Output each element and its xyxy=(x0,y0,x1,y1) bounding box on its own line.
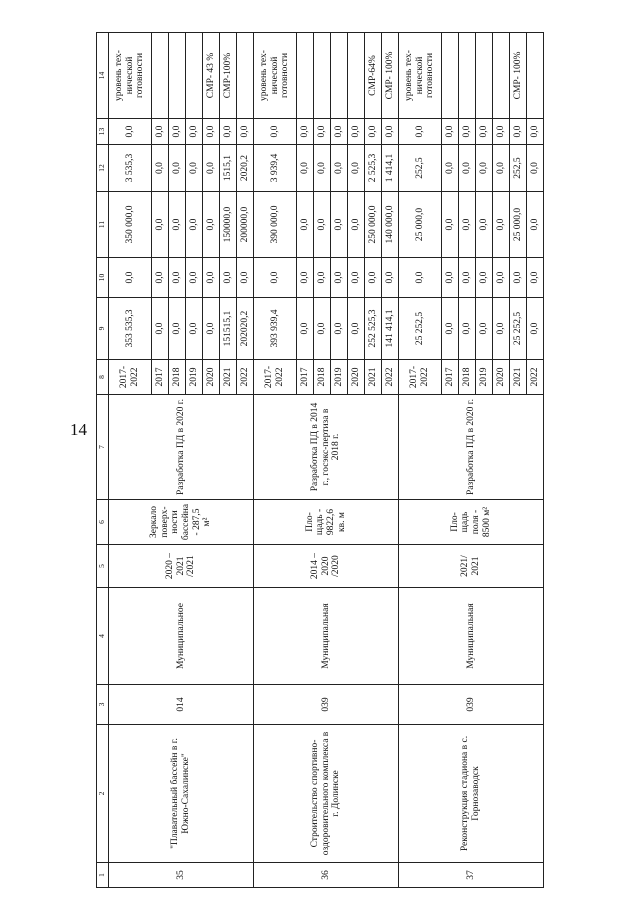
design-status: Разработка ПД в 2020 г. xyxy=(399,395,544,500)
total-financing: 0,0 xyxy=(459,298,476,360)
project-capacity: Зеркало поверх-ности бассейна - 287,5 м² xyxy=(109,500,254,545)
construction-period: 2014 – 2020 /2020 xyxy=(254,545,399,588)
total-financing: 0,0 xyxy=(527,298,544,360)
local-budget: 0,0 xyxy=(203,145,220,192)
project-number: 36 xyxy=(254,863,399,888)
readiness-note: уровень тех-нической готовности xyxy=(254,33,297,119)
regional-budget: 0,0 xyxy=(331,192,348,258)
regional-budget: 0,0 xyxy=(348,192,365,258)
local-budget: 1515,1 xyxy=(220,145,237,192)
local-budget: 3 939,4 xyxy=(254,145,297,192)
total-financing: 202020,2 xyxy=(237,298,254,360)
regional-budget: 0,0 xyxy=(186,192,203,258)
regional-budget: 350 000,0 xyxy=(109,192,152,258)
total-financing: 141 414,1 xyxy=(382,298,399,360)
other-sources: 0,0 xyxy=(237,119,254,145)
year: 2017 xyxy=(442,360,459,395)
year: 2021 xyxy=(510,360,527,395)
local-budget: 0,0 xyxy=(459,145,476,192)
column-number: 13 xyxy=(97,119,109,145)
year: 2019 xyxy=(186,360,203,395)
other-sources: 0,0 xyxy=(527,119,544,145)
column-number: 11 xyxy=(97,192,109,258)
year: 2021 xyxy=(365,360,382,395)
regional-budget: 0,0 xyxy=(493,192,510,258)
year: 2017-2022 xyxy=(399,360,442,395)
ownership-type: Муниципальное xyxy=(109,588,254,685)
federal-budget: 0,0 xyxy=(382,258,399,298)
local-budget: 0,0 xyxy=(442,145,459,192)
total-financing: 0,0 xyxy=(152,298,169,360)
readiness-note: СМР- 100% xyxy=(510,33,527,119)
federal-budget: 0,0 xyxy=(186,258,203,298)
other-sources: 0,0 xyxy=(476,119,493,145)
federal-budget: 0,0 xyxy=(365,258,382,298)
column-number-row xyxy=(97,33,109,888)
other-sources: 0,0 xyxy=(109,119,152,145)
other-sources: 0,0 xyxy=(382,119,399,145)
regional-budget: 0,0 xyxy=(169,192,186,258)
other-sources: 0,0 xyxy=(314,119,331,145)
column-number: 8 xyxy=(97,360,109,395)
total-financing: 0,0 xyxy=(297,298,314,360)
readiness-note: уровень тех-нической готовности xyxy=(399,33,442,119)
design-status: Разработка ПД в 2014 г., госэкс-пертиза в 2018 г. xyxy=(254,395,399,500)
year: 2021 xyxy=(220,360,237,395)
local-budget: 2 525,3 xyxy=(365,145,382,192)
total-financing: 353 535,3 xyxy=(109,298,152,360)
year: 2017-2022 xyxy=(109,360,152,395)
construction-period: 2021/ 2021 xyxy=(399,545,544,588)
federal-budget: 0,0 xyxy=(237,258,254,298)
year: 2019 xyxy=(476,360,493,395)
column-number: 6 xyxy=(97,500,109,545)
total-financing: 393 939,4 xyxy=(254,298,297,360)
local-budget: 0,0 xyxy=(493,145,510,192)
project-number: 35 xyxy=(109,863,254,888)
regional-budget: 0,0 xyxy=(314,192,331,258)
federal-budget: 0,0 xyxy=(169,258,186,298)
federal-budget: 0,0 xyxy=(297,258,314,298)
local-budget: 2020,2 xyxy=(237,145,254,192)
year: 2022 xyxy=(237,360,254,395)
federal-budget: 0,0 xyxy=(527,258,544,298)
ownership-type: Муниципальная xyxy=(399,588,544,685)
project-code: 014 xyxy=(109,685,254,725)
other-sources: 0,0 xyxy=(399,119,442,145)
column-number: 9 xyxy=(97,298,109,360)
year: 2017 xyxy=(152,360,169,395)
year: 2017-2022 xyxy=(254,360,297,395)
federal-budget: 0,0 xyxy=(314,258,331,298)
project-name: Реконструкция стадиона в с. Горнозаводск xyxy=(399,725,544,863)
readiness-note: СМР- 100% xyxy=(382,33,399,119)
year: 2020 xyxy=(348,360,365,395)
regional-budget: 0,0 xyxy=(476,192,493,258)
federal-budget: 0,0 xyxy=(220,258,237,298)
year: 2018 xyxy=(314,360,331,395)
other-sources: 0,0 xyxy=(152,119,169,145)
project-capacity: Пло-щадь поля - 8500 м² xyxy=(399,500,544,545)
total-financing: 0,0 xyxy=(331,298,348,360)
regional-budget: 0,0 xyxy=(203,192,220,258)
readiness-note: СМР-100% xyxy=(220,33,237,119)
federal-budget: 0,0 xyxy=(493,258,510,298)
local-budget: 0,0 xyxy=(527,145,544,192)
total-financing: 0,0 xyxy=(348,298,365,360)
federal-budget: 0,0 xyxy=(442,258,459,298)
total-financing: 252 525,3 xyxy=(365,298,382,360)
other-sources: 0,0 xyxy=(220,119,237,145)
local-budget: 0,0 xyxy=(169,145,186,192)
local-budget: 252,5 xyxy=(399,145,442,192)
federal-budget: 0,0 xyxy=(254,258,297,298)
other-sources: 0,0 xyxy=(297,119,314,145)
table-row xyxy=(109,33,152,888)
other-sources: 0,0 xyxy=(169,119,186,145)
other-sources: 0,0 xyxy=(442,119,459,145)
year: 2020 xyxy=(203,360,220,395)
readiness-note xyxy=(331,33,348,119)
total-financing: 151515,1 xyxy=(220,298,237,360)
project-name: "Плавательный бассейн в г. Южно-Сахалинске" xyxy=(109,725,254,863)
readiness-note xyxy=(493,33,510,119)
total-financing: 25 252,5 xyxy=(399,298,442,360)
other-sources: 0,0 xyxy=(459,119,476,145)
regional-budget: 140 000,0 xyxy=(382,192,399,258)
readiness-note xyxy=(314,33,331,119)
column-number: 3 xyxy=(97,685,109,725)
regional-budget: 390 000,0 xyxy=(254,192,297,258)
construction-period: 2020 – 2021 /2021 xyxy=(109,545,254,588)
project-code: 039 xyxy=(399,685,544,725)
total-financing: 0,0 xyxy=(186,298,203,360)
year: 2020 xyxy=(493,360,510,395)
local-budget: 0,0 xyxy=(297,145,314,192)
regional-budget: 250 000,0 xyxy=(365,192,382,258)
design-status: Разработка ПД в 2020 г. xyxy=(109,395,254,500)
local-budget: 0,0 xyxy=(331,145,348,192)
federal-budget: 0,0 xyxy=(510,258,527,298)
federal-budget: 0,0 xyxy=(152,258,169,298)
regional-budget: 25 000,0 xyxy=(510,192,527,258)
total-financing: 0,0 xyxy=(476,298,493,360)
readiness-note: СМР-64% xyxy=(365,33,382,119)
column-number: 1 xyxy=(97,863,109,888)
readiness-note xyxy=(348,33,365,119)
column-number: 5 xyxy=(97,545,109,588)
local-budget: 0,0 xyxy=(152,145,169,192)
page-number: 14 xyxy=(70,420,87,439)
regional-budget: 0,0 xyxy=(152,192,169,258)
project-number: 37 xyxy=(399,863,544,888)
investment-table xyxy=(96,32,544,888)
local-budget: 252,5 xyxy=(510,145,527,192)
regional-budget: 0,0 xyxy=(297,192,314,258)
federal-budget: 0,0 xyxy=(399,258,442,298)
other-sources: 0,0 xyxy=(365,119,382,145)
regional-budget: 0,0 xyxy=(442,192,459,258)
project-code: 039 xyxy=(254,685,399,725)
year: 2018 xyxy=(169,360,186,395)
regional-budget: 200000,0 xyxy=(237,192,254,258)
other-sources: 0,0 xyxy=(203,119,220,145)
other-sources: 0,0 xyxy=(493,119,510,145)
federal-budget: 0,0 xyxy=(476,258,493,298)
table-row xyxy=(254,33,297,888)
year: 2017 xyxy=(297,360,314,395)
regional-budget: 25 000,0 xyxy=(399,192,442,258)
readiness-note xyxy=(152,33,169,119)
readiness-note xyxy=(169,33,186,119)
federal-budget: 0,0 xyxy=(203,258,220,298)
other-sources: 0,0 xyxy=(510,119,527,145)
federal-budget: 0,0 xyxy=(331,258,348,298)
local-budget: 0,0 xyxy=(314,145,331,192)
regional-budget: 150000,0 xyxy=(220,192,237,258)
federal-budget: 0,0 xyxy=(348,258,365,298)
readiness-note xyxy=(186,33,203,119)
readiness-note xyxy=(459,33,476,119)
column-number: 2 xyxy=(97,725,109,863)
ownership-type: Муниципальная xyxy=(254,588,399,685)
column-number: 10 xyxy=(97,258,109,298)
year: 2019 xyxy=(331,360,348,395)
readiness-note: уровень тех-нической готовности xyxy=(109,33,152,119)
local-budget: 0,0 xyxy=(476,145,493,192)
column-number: 12 xyxy=(97,145,109,192)
year: 2018 xyxy=(459,360,476,395)
total-financing: 0,0 xyxy=(314,298,331,360)
other-sources: 0,0 xyxy=(348,119,365,145)
total-financing: 25 252,5 xyxy=(510,298,527,360)
total-financing: 0,0 xyxy=(169,298,186,360)
local-budget: 3 535,3 xyxy=(109,145,152,192)
column-number: 14 xyxy=(97,33,109,119)
local-budget: 1 414,1 xyxy=(382,145,399,192)
column-number: 7 xyxy=(97,395,109,500)
federal-budget: 0,0 xyxy=(109,258,152,298)
readiness-note xyxy=(476,33,493,119)
readiness-note xyxy=(442,33,459,119)
other-sources: 0,0 xyxy=(254,119,297,145)
regional-budget: 0,0 xyxy=(527,192,544,258)
other-sources: 0,0 xyxy=(186,119,203,145)
total-financing: 0,0 xyxy=(203,298,220,360)
readiness-note xyxy=(297,33,314,119)
project-name: Строительство спортивно-оздоровительного комплекса в г. Долинске xyxy=(254,725,399,863)
column-number: 4 xyxy=(97,588,109,685)
federal-budget: 0,0 xyxy=(459,258,476,298)
readiness-note xyxy=(237,33,254,119)
local-budget: 0,0 xyxy=(186,145,203,192)
readiness-note: СМР- 43 % xyxy=(203,33,220,119)
total-financing: 0,0 xyxy=(493,298,510,360)
readiness-note xyxy=(527,33,544,119)
regional-budget: 0,0 xyxy=(459,192,476,258)
table-row xyxy=(399,33,442,888)
year: 2022 xyxy=(382,360,399,395)
total-financing: 0,0 xyxy=(442,298,459,360)
other-sources: 0,0 xyxy=(331,119,348,145)
project-capacity: Пло-щадь - 9822,6 кв. м xyxy=(254,500,399,545)
year: 2022 xyxy=(527,360,544,395)
local-budget: 0,0 xyxy=(348,145,365,192)
